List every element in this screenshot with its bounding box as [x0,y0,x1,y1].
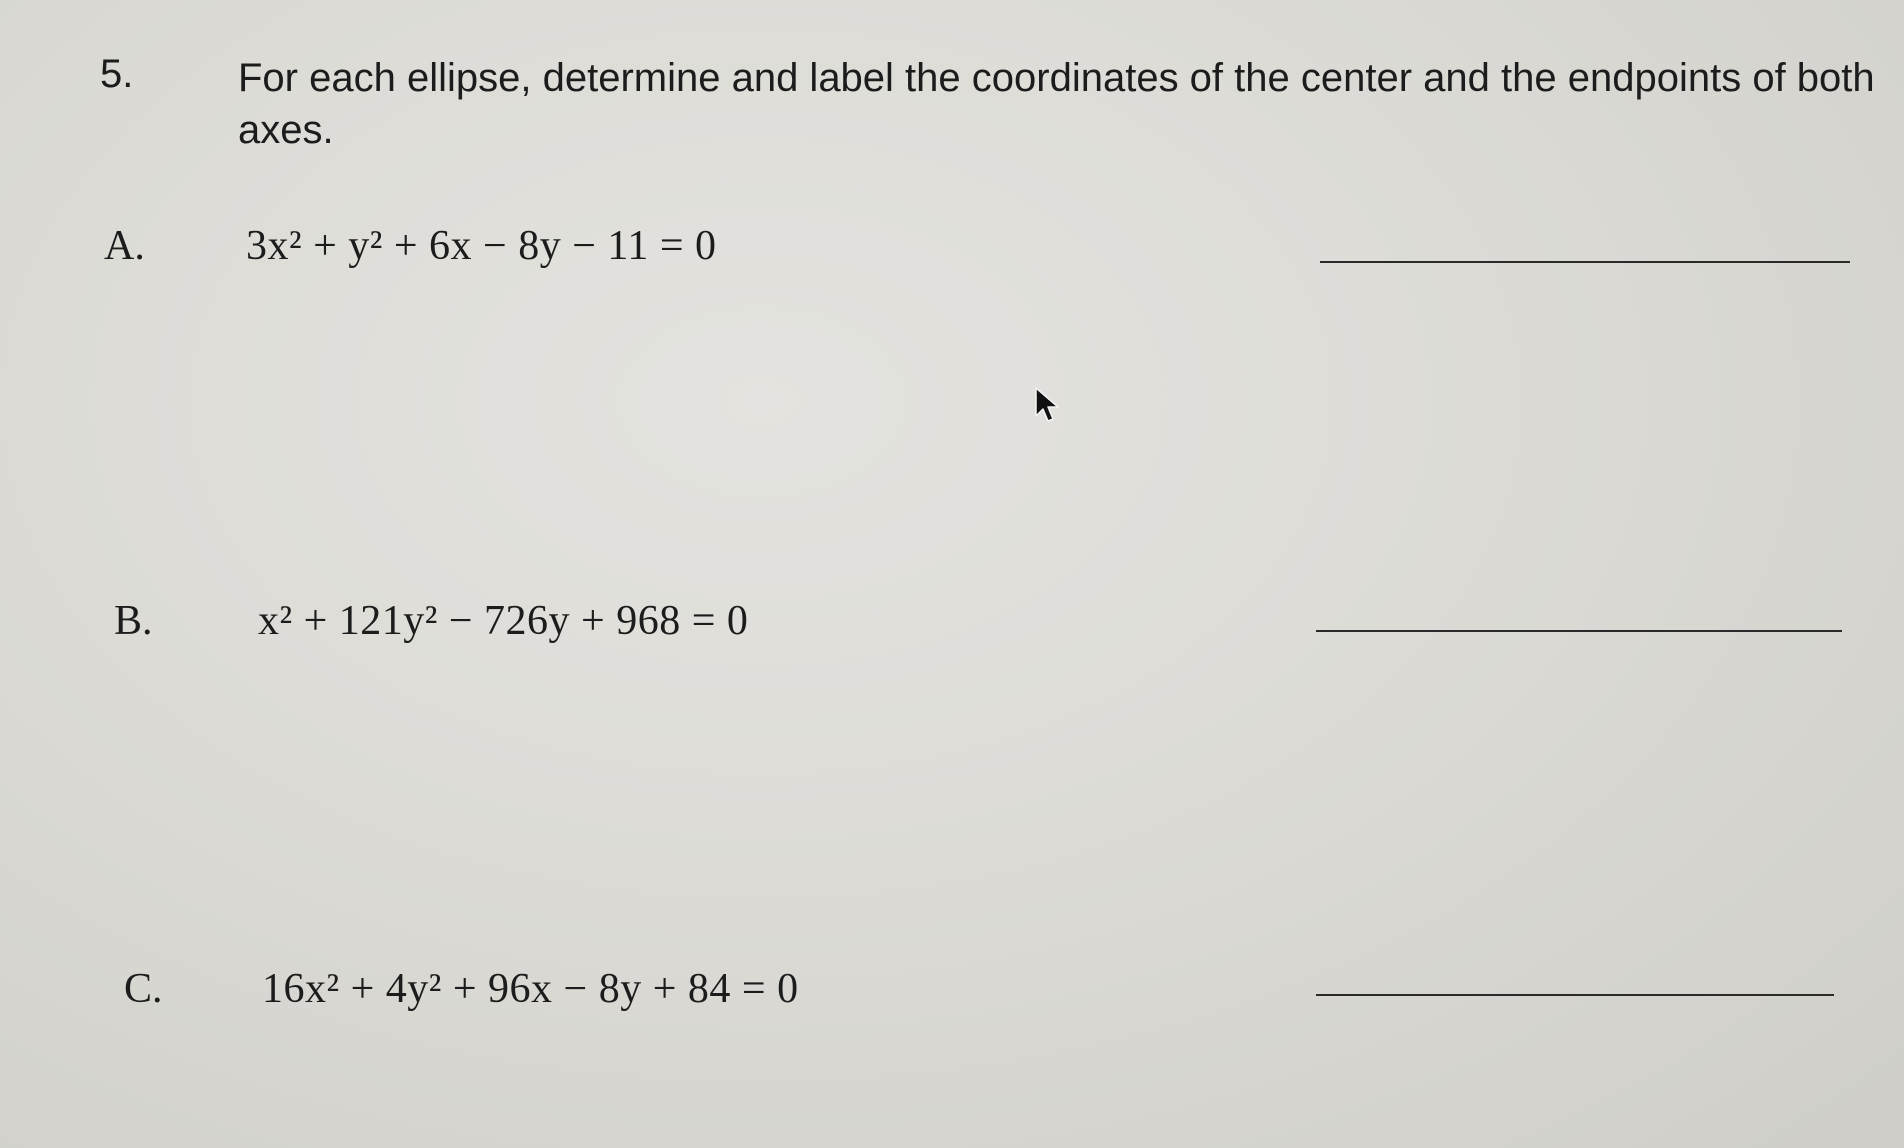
question-text: For each ellipse, determine and label the coordinates of the center and the endpoints of both axes. [238,56,1875,152]
item-c-answer-line [1316,994,1834,996]
item-a-equation: 3x² + y² + 6x − 8y − 11 = 0 [246,223,717,269]
item-a-label: A. [104,223,145,269]
item-a-answer-line [1320,261,1850,263]
question-number: 5. [100,52,134,96]
item-b-equation: x² + 121y² − 726y + 968 = 0 [258,598,749,644]
item-c-equation: 16x² + 4y² + 96x − 8y + 84 = 0 [262,966,799,1012]
item-b-answer-line [1316,630,1842,632]
mouse-pointer-icon [1034,386,1060,429]
item-b-label: B. [114,598,153,644]
item-c-label: C. [124,966,163,1012]
